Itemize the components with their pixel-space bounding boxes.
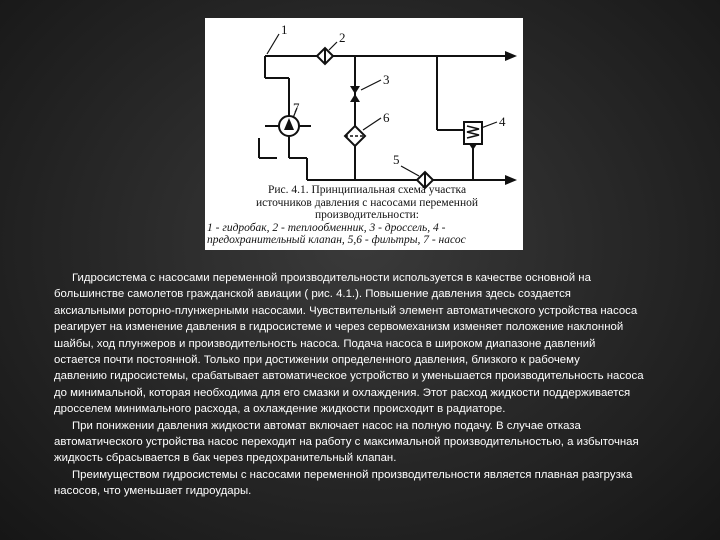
outlet-arrow-top — [505, 51, 517, 61]
label-1: 1 — [281, 22, 288, 37]
paragraph-1 — [54, 270, 718, 418]
text-line: автоматического устройства насос переходит на работу с максимальной производительностью, а избыточная — [54, 436, 639, 449]
text-line: Гидросистема с насосами переменной производительности используется в качестве основной на — [72, 272, 591, 284]
pump-symbol — [265, 116, 311, 136]
text-line: до минимальной, которая необходима для его смазки и охлаждения. Этот расход жидкости поддерживается — [54, 386, 631, 399]
caption-line: источников давления с насосами переменной — [255, 196, 479, 209]
text-line: Преимуществом гидросистемы с насосами переменной производительности является плавная разгрузка — [72, 468, 633, 481]
caption-legend-line: предохранительный клапан, 5,6 - фильтры, 7 - насос — [207, 234, 466, 246]
label-3: 3 — [383, 72, 390, 87]
caption-line: производительности: — [315, 209, 419, 221]
figure-panel — [205, 18, 523, 250]
filter-6-symbol — [345, 126, 365, 146]
body-text — [54, 270, 718, 500]
heat-exchanger-symbol — [317, 48, 333, 64]
label-5: 5 — [393, 152, 400, 167]
text-line: шайбы, ход плунжеров и производительность насоса. Подача насоса в широком диапазоне давлений — [54, 337, 596, 350]
paragraph-3 — [54, 467, 718, 500]
text-line: остается почти постоянной. Только при достижении определенного давления, близкого к рабочему — [54, 354, 580, 367]
text-line: дросселем минимального расхода, а охлаждение жидкости происходит в радиаторе. — [54, 403, 506, 416]
label-6: 6 — [383, 110, 390, 125]
text-line: реагирует на изменение давления в гидросистеме и через сервомеханизм изменяет положение наклонной — [54, 321, 624, 334]
text-line: большинстве самолетов гражданской авиации ( рис. 4.1.). Повышение давления здесь создается — [54, 288, 571, 301]
caption-line: Рис. 4.1. Принципиальная схема участка — [267, 184, 467, 196]
caption-legend-line: 1 - гидробак, 2 - теплообменник, 3 - дроссель, 4 - — [207, 221, 446, 234]
label-4: 4 — [499, 114, 506, 129]
label-2: 2 — [339, 30, 346, 45]
text-line: насосов, что уменьшает гидроудары. — [54, 485, 252, 498]
figure-caption — [205, 184, 523, 247]
paragraph-2 — [54, 418, 718, 467]
text-line: аксиальными роторно-плунжерными насосами. Чувствительный элемент автоматического устройства насоса — [54, 304, 638, 317]
label-7: 7 — [293, 100, 300, 115]
text-line: жидкость сбрасывается в бак через предохранительный клапан. — [54, 452, 397, 465]
text-line: При понижении давления жидкости автомат включает насос на полную подачу. В случае отказа — [72, 419, 581, 432]
text-line: давлению гидросистемы, срабатывает автоматическое устройство и уменьшается производительность насоса — [54, 370, 644, 383]
throttle-symbol — [350, 86, 360, 102]
safety-valve-symbol — [464, 122, 482, 150]
